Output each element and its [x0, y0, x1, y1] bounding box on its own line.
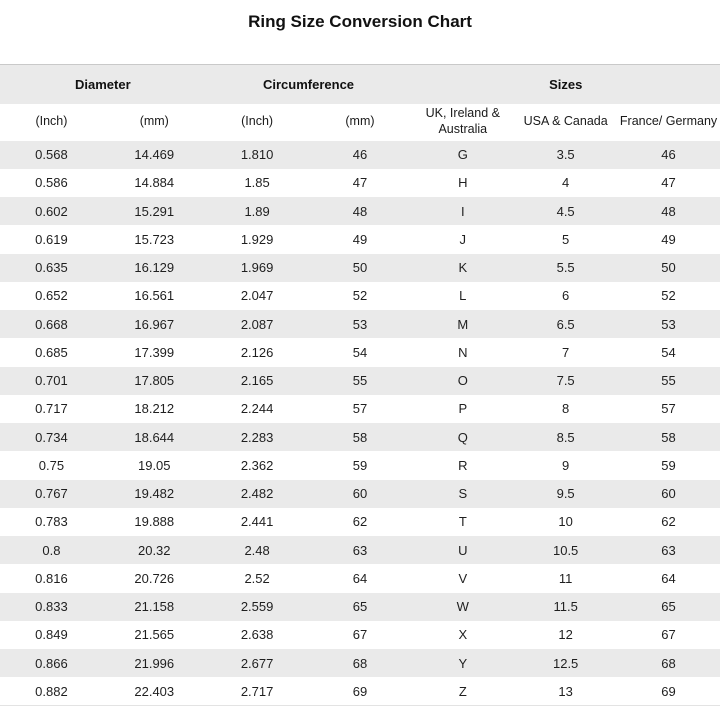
table-cell: 10: [558, 514, 573, 530]
table-cell: 11.5: [553, 599, 578, 615]
table-cell: 2.52: [244, 570, 270, 586]
table-cell: 0.866: [35, 655, 68, 671]
table-cell: 9: [562, 457, 570, 473]
table-cell: 2.283: [240, 429, 274, 445]
table-row: [0, 677, 720, 705]
table-cell: 62: [661, 514, 676, 530]
table-cell: 54: [661, 344, 676, 360]
table-cell: 6: [562, 288, 570, 304]
table-cell: 16.967: [134, 316, 175, 332]
table-cell: T: [458, 514, 467, 530]
table-cell: 2.441: [240, 514, 274, 530]
table-cell: W: [456, 599, 469, 615]
table-cell: 10.5: [552, 542, 579, 558]
table-cell: 48: [661, 203, 676, 219]
table-cell: 17.805: [134, 373, 175, 389]
table-cell: 11: [558, 570, 573, 586]
table-cell: 69: [661, 683, 676, 699]
table-row: [0, 197, 720, 225]
table-cell: 57: [661, 401, 676, 417]
table-row: [0, 480, 720, 508]
table-cell: H: [458, 175, 468, 191]
table-cell: 63: [352, 542, 368, 558]
table-cell: 3.5: [556, 147, 575, 163]
table-cell: 47: [352, 175, 368, 191]
table-cell: 5: [562, 231, 570, 247]
table-cell: 20.32: [137, 542, 171, 558]
table-cell: O: [457, 373, 468, 389]
table-cell: L: [459, 288, 467, 304]
table-cell: 4: [562, 175, 570, 191]
table-cell: 2.165: [240, 373, 274, 389]
column-header-diameter-mm: (mm): [139, 114, 169, 129]
table-cell: 54: [352, 344, 368, 360]
table-cell: M: [457, 316, 469, 332]
table-cell: 21.158: [134, 599, 175, 615]
table-cell: 8: [562, 401, 570, 417]
table-row: [0, 141, 720, 169]
table-cell: 58: [661, 429, 676, 445]
table-cell: 60: [352, 486, 368, 502]
table-cell: 2.48: [244, 542, 270, 558]
table-cell: 0.685: [35, 344, 68, 360]
table-cell: 2.362: [240, 457, 274, 473]
table-cell: 1.969: [240, 260, 274, 276]
column-group-circumference: Circumference: [263, 76, 355, 92]
table-cell: 53: [352, 316, 368, 332]
table-cell: G: [457, 147, 468, 163]
table-cell: 2.087: [240, 316, 274, 332]
table-cell: 22.403: [134, 683, 175, 699]
column-header-france-germany: France/ Germany: [619, 114, 718, 129]
table-cell: 2.482: [240, 486, 274, 502]
table-row: [0, 593, 720, 621]
table-cell: 0.717: [35, 401, 68, 417]
table-cell: 0.668: [35, 316, 68, 332]
table-cell: 2.677: [240, 655, 274, 671]
table-cell: 6.5: [556, 316, 575, 332]
column-header-uk-ireland-australia: UK, Ireland & Australia: [425, 106, 500, 136]
table-row: [0, 621, 720, 649]
table-cell: 2.244: [240, 401, 274, 417]
table-cell: 1.929: [240, 231, 274, 247]
page-title: Ring Size Conversion Chart: [248, 12, 472, 31]
table-cell: 52: [661, 288, 676, 304]
table-cell: 21.565: [134, 627, 175, 643]
column-header-circumference-mm: (mm): [345, 114, 375, 129]
table-cell: 64: [661, 570, 676, 586]
table-cell: 52: [352, 288, 368, 304]
table-cell: 1.810: [240, 147, 274, 163]
table-cell: S: [458, 486, 468, 502]
table-cell: 0.568: [35, 147, 68, 163]
table-cell: 50: [352, 260, 368, 276]
table-cell: 0.849: [35, 627, 68, 643]
table-cell: X: [458, 627, 468, 643]
ring-size-conversion-table: [0, 64, 720, 706]
table-cell: U: [458, 542, 468, 558]
table-cell: K: [458, 260, 468, 276]
table-cell: 5.5: [556, 260, 575, 276]
table-row: [0, 367, 720, 395]
table-cell: 15.723: [134, 231, 175, 247]
table-cell: 18.644: [134, 429, 175, 445]
table-cell: 53: [661, 316, 676, 332]
table-cell: 57: [352, 401, 368, 417]
table-cell: N: [458, 344, 468, 360]
table-cell: 62: [352, 514, 368, 530]
table-cell: 63: [661, 542, 676, 558]
table-cell: 8.5: [556, 429, 575, 445]
table-cell: J: [459, 231, 467, 247]
table-cell: 46: [352, 147, 368, 163]
table-cell: 50: [661, 260, 676, 276]
table-cell: 14.884: [134, 175, 175, 191]
table-cell: 0.586: [35, 175, 68, 191]
table-cell: 0.734: [35, 429, 68, 445]
table-cell: 17.399: [134, 344, 175, 360]
table-row: [0, 254, 720, 282]
table-cell: I: [460, 203, 465, 219]
column-group-row: [0, 65, 720, 104]
table-row: [0, 564, 720, 592]
table-cell: 21.996: [134, 655, 175, 671]
table-cell: 7: [562, 344, 570, 360]
table-cell: V: [458, 570, 468, 586]
table-cell: 0.767: [35, 486, 68, 502]
column-group-diameter: Diameter: [75, 76, 131, 92]
table-body: [0, 141, 720, 706]
table-cell: 59: [352, 457, 368, 473]
table-row: [0, 395, 720, 423]
table-cell: 0.8: [42, 542, 61, 558]
table-cell: 2.126: [240, 344, 274, 360]
table-row: [0, 169, 720, 197]
table-cell: 16.561: [134, 288, 175, 304]
table-row: [0, 536, 720, 564]
table-cell: 0.75: [38, 457, 65, 473]
table-cell: 64: [352, 570, 368, 586]
table-cell: 55: [352, 373, 368, 389]
table-header: [0, 65, 720, 141]
table-cell: 12: [558, 627, 573, 643]
table-cell: 0.652: [35, 288, 68, 304]
table-cell: 0.816: [35, 570, 68, 586]
table-cell: 2.638: [240, 627, 274, 643]
table-cell: 4.5: [556, 203, 575, 219]
column-header-row: [0, 104, 720, 141]
table-cell: 7.5: [556, 373, 575, 389]
table-cell: 13: [558, 683, 573, 699]
table-cell: 2.559: [240, 599, 274, 615]
table-cell: 0.602: [35, 203, 68, 219]
table-cell: 16.129: [134, 260, 175, 276]
table-cell: 0.701: [35, 373, 68, 389]
table-cell: 65: [661, 599, 676, 615]
table-row: [0, 423, 720, 451]
table-cell: 0.635: [35, 260, 68, 276]
table-cell: 19.482: [134, 486, 175, 502]
table-cell: 67: [352, 627, 368, 643]
table-cell: 1.89: [244, 203, 270, 219]
table-cell: 1.85: [244, 175, 270, 191]
table-cell: R: [458, 457, 468, 473]
table-cell: 49: [352, 231, 368, 247]
table-cell: 0.882: [35, 683, 68, 699]
table-cell: 18.212: [134, 401, 175, 417]
column-header-circumference-inch: (Inch): [241, 114, 274, 129]
table-cell: 48: [352, 203, 368, 219]
table-cell: 0.783: [35, 514, 68, 530]
table-cell: 65: [352, 599, 368, 615]
table-cell: 67: [661, 627, 676, 643]
table-row: [0, 225, 720, 253]
table-cell: 0.619: [35, 231, 68, 247]
table-cell: 15.291: [134, 203, 175, 219]
table-cell: 69: [352, 683, 368, 699]
table-cell: 46: [661, 147, 676, 163]
table-cell: 55: [661, 373, 676, 389]
table-cell: 19.05: [137, 457, 171, 473]
column-header-usa-canada: USA & Canada: [523, 114, 608, 129]
table-cell: 68: [352, 655, 368, 671]
table-cell: 59: [661, 457, 676, 473]
table-cell: 2.047: [240, 288, 274, 304]
table-cell: 19.888: [134, 514, 175, 530]
table-row: [0, 649, 720, 677]
column-group-sizes: Sizes: [549, 76, 583, 92]
table-row: [0, 508, 720, 536]
table-cell: 2.717: [240, 683, 274, 699]
table-row: [0, 338, 720, 366]
table-cell: 9.5: [556, 486, 575, 502]
table-cell: 20.726: [134, 570, 175, 586]
table-cell: Q: [457, 429, 468, 445]
table-cell: 68: [661, 655, 676, 671]
table-cell: 0.833: [35, 599, 68, 615]
table-cell: P: [458, 401, 468, 417]
table-cell: 60: [661, 486, 676, 502]
table-row: [0, 282, 720, 310]
table-cell: 47: [661, 175, 676, 191]
table-row: [0, 310, 720, 338]
table-cell: 58: [352, 429, 368, 445]
table-cell: 49: [661, 231, 676, 247]
table-cell: 14.469: [134, 147, 175, 163]
column-header-diameter-inch: (Inch): [35, 114, 68, 129]
table-cell: Y: [458, 655, 468, 671]
table-cell: 12.5: [552, 655, 579, 671]
table-row: [0, 451, 720, 479]
table-cell: Z: [458, 683, 467, 699]
